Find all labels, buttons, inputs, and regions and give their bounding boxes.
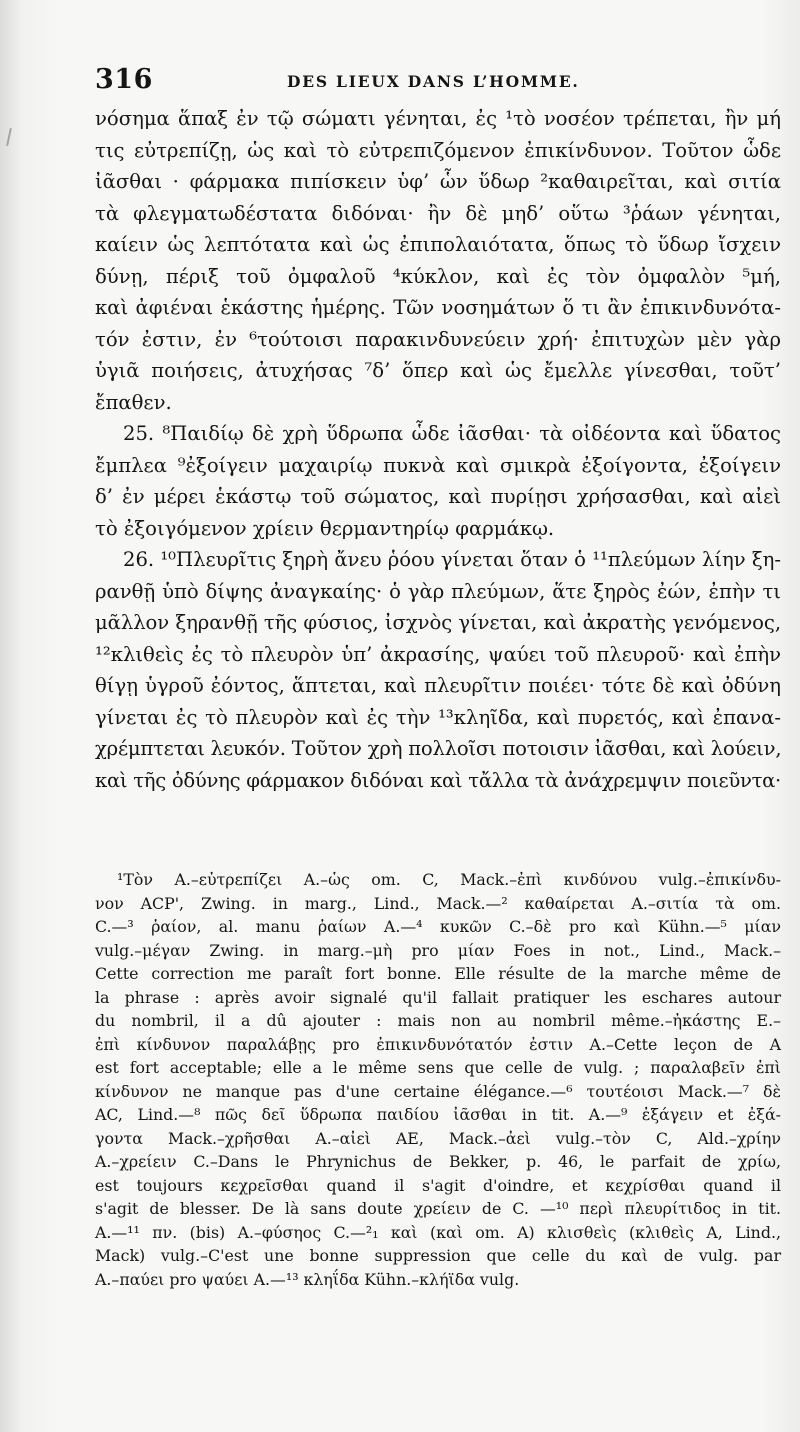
footnote-line: ¹Τὸν A.–εὐτρεπίζει A.–ὡς om. C, Mack.–ἐπὶ κινδύνου vulg.–ἐπικίνδυ- xyxy=(117,870,781,889)
footnote-line: A.—¹¹ πν. (bis) A.–φύσηος C.—²₁ καὶ (καὶ om. A) κλισθεὶς (κλιθεὶς A, Lind., xyxy=(95,1222,781,1242)
footnote-line: vulg.–μέγαν Zwing. in marg.–μὴ pro μίαν Foes in not., Lind., Mack.– xyxy=(95,940,781,960)
footnote-line: ἐπὶ κίνδυνον παραλάβῃς pro ἐπικινδυνότατόν ἐστιν A.–Cette leçon de A xyxy=(95,1034,781,1054)
text-line: τις εὐτρεπίζῃ, ὡς καὶ τὸ εὐτρεπιζόμενον ἐπικίνδυνον. Τοῦτον ὧδε xyxy=(95,138,781,162)
footnote-line: AC, Lind.—⁸ πῶς δεῖ ὕδρωπα παιδίου ἰᾶσθαι in tit. A.—⁹ ἐξάγειν et ἐξά- xyxy=(95,1105,781,1124)
text-line: ἰᾶσθαι · φάρμακα πιπίσκειν ὑφ’ ὧν ὕδωρ ²καθαιρεῖται, καὶ σιτία xyxy=(95,170,781,193)
footnote-line: Mack) vulg.–C'est une bonne suppression que celle du καὶ de vulg. par xyxy=(95,1246,781,1265)
section-25-line: 25. ⁸Παιδίῳ δὲ χρὴ ὕδρωπα ὧδε ἰᾶσθαι· τὰ οἰδέοντα καὶ ὕδατος xyxy=(123,422,781,445)
text-line: δ’ ἐν μέρει ἑκάστῳ τοῦ σώματος, καὶ πυρίῃσι χρήσασθαι, καὶ αἰεὶ xyxy=(95,485,781,508)
footnote-line: A.–χρείειν C.–Dans le Phrynichus de Bekker, p. 46, le parfait de χρίω, xyxy=(95,1152,781,1171)
text-line: δύνῃ, πέριξ τοῦ ὀμφαλοῦ ⁴κύκλον, καὶ ἐς τὸν ὀμφαλὸν ⁵μή, xyxy=(95,264,781,288)
footnote-line: Cette correction me paraît fort bonne. Elle résulte de la marche même de xyxy=(95,964,781,983)
text-line: χρέμπτεται λευκόν. Τοῦτον χρὴ πολλοῖσι ποτοισιν ἰᾶσθαι, καὶ λούειν, xyxy=(95,737,782,760)
margin-mark xyxy=(6,128,12,146)
text-line: μᾶλλον ξηρανθῇ τῆς φύσιος, ἰσχνὸς γίνεται, καὶ ἀκρατὴς γενόμενος, xyxy=(95,611,781,634)
footnote-line: κίνδυνον ne manque pas d'une certaine élégance.—⁶ τουτέοισι Mack.—⁷ δὲ xyxy=(95,1081,781,1101)
main-text xyxy=(95,103,781,796)
footnote-line: γοντα Mack.–χρῆσθαι A.–αἰεὶ AE, Mack.–ἀεὶ vulg.–τὸν C, Ald.–χρίην xyxy=(95,1128,781,1148)
text-line: ἔπαθεν. xyxy=(95,390,172,414)
text-line: γίνεται ἐς τὸ πλευρὸν καὶ ἐς τὴν ¹³κληῖδα, καὶ πυρετός, καὶ ἐπανα- xyxy=(95,705,781,729)
text-line: τὰ φλεγματωδέστατα διδόναι· ἢν δὲ μηδ’ οὕτω ³ῥάων γένηται, xyxy=(95,201,781,225)
text-line: καίειν ὡς λεπτότατα καὶ ὡς ἐπιπολαιότατα, ὅπως τὸ ὕδωρ ἴσχειν xyxy=(95,233,781,256)
text-line: ρανθῇ ὑπὸ δίψης ἀναγκαίης· ὁ γὰρ πλεύμων, ἅτε ξηρὸς ἐών, ἐπὴν τι xyxy=(95,579,781,603)
footnote-line: A.–παύει pro ψαύει A.—¹³ κληΐδα Kühn.–κλήϊδα vulg. xyxy=(95,1269,520,1289)
text-line: θίγῃ ὑγροῦ ἐόντος, ἅπτεται, καὶ πλευρῖτιν ποιέει· τότε δὲ καὶ ὀδύνη xyxy=(95,674,781,697)
section-26-line: 26. ¹⁰Πλευρῖτις ξηρὴ ἄνευ ῥόου γίνεται ὅταν ὁ ¹¹πλεύμων λίην ξη- xyxy=(123,548,781,571)
footnote-line: s'agit de blesser. De là sans doute χρείειν de C. —¹⁰ περὶ πλευρίτιδος in tit. xyxy=(95,1199,781,1218)
text-line: νόσημα ἅπαξ ἐν τῷ σώματι γένηται, ἐς ¹τὸ νοσέον τρέπεται, ἢν μή xyxy=(95,107,781,130)
page-header xyxy=(95,64,785,98)
footnote-line: est fort acceptable; elle a le même sens que celle de vulg. ; παραλαβεῖν ἐπὶ xyxy=(95,1058,781,1077)
text-line: τὸ ἐξοιγόμενον χρίειν θερμαντηρίῳ φαρμάκῳ. xyxy=(95,516,555,540)
footnote-line: C.—³ ῥαίον, al. manu ῥαίων A.—⁴ κυκῶν C.–δὲ pro καὶ Kühn.—⁵ μίαν xyxy=(95,917,781,936)
footnotes xyxy=(95,868,781,1291)
text-line: ὑγιᾶ ποιήσεις, ἀτυχήσας ⁷δ’ ὅπερ καὶ ὡς ἔμελλε γίνεσθαι, τοῦτ’ xyxy=(95,359,781,382)
footnote-line: la phrase : après avoir signalé qu'il fallait pratiquer les eschares autour xyxy=(95,987,781,1007)
text-line: ἔμπλεα ⁹ἐξοίγειν μαχαιρίῳ πυκνὰ καὶ σμικρὰ ἐξοίγοντα, ἐξοίγειν xyxy=(95,453,781,477)
text-line: καὶ ἀφιέναι ἑκάστης ἡμέρης. Τῶν νοσημάτων ὅ τι ἂν ἐπικινδυνότα- xyxy=(95,296,781,319)
text-line: ¹²κλιθεὶς ἐς τὸ πλευρὸν ὑπ’ ἀκρασίης, ψαύει τοῦ πλευροῦ· καὶ ἐπὴν xyxy=(95,642,781,666)
text-line: καὶ τῆς ὀδύνης φάρμακον διδόναι καὶ τἄλλα τὰ ἀνάχρεμψιν ποιεῦντα· xyxy=(95,768,781,792)
running-title: DES LIEUX DANS L’HOMME. xyxy=(287,72,580,91)
footnote-line: du nombril, il a dû ajouter : mais non au nombril même.–ἠκάστης E.– xyxy=(95,1011,781,1030)
footnote-line: est toujours κεχρεῖσθαι quand il s'agit d'oindre, et κεχρίσθαι quand il xyxy=(95,1175,781,1195)
text-line: τόν ἐστιν, ἐν ⁶τούτοισι παρακινδυνεύειν χρή· ἐπιτυχὼν μὲν γὰρ xyxy=(95,327,781,351)
footnote-line: νον ACP', Zwing. in marg., Lind., Mack.—² καθαίρεται A.–σιτία τὰ om. xyxy=(95,893,781,913)
page-number: 316 xyxy=(95,64,153,95)
